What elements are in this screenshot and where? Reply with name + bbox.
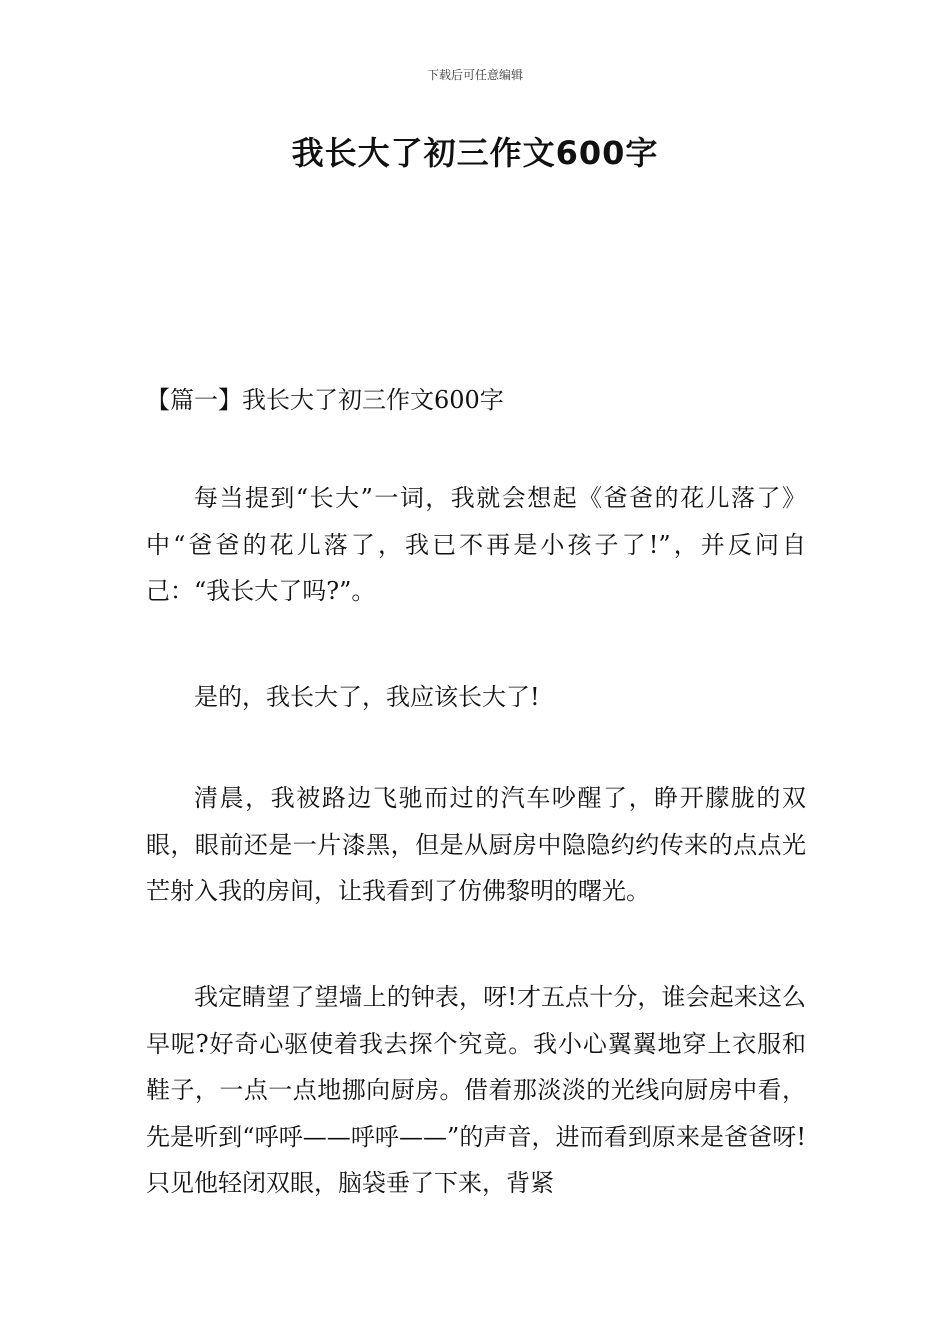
page-header-note: 下载后可任意编辑 (426, 68, 523, 82)
document-title: 我长大了初三作文600字 (291, 134, 659, 172)
paragraph-3: 清晨，我被路边飞驰而过的汽车吵醒了，睁开朦胧的双眼，眼前还是一片漆黑，但是从厨房中隐隐约约传来的点点光芒射入我的房间，让我看到了仿佛黎明的曙光。 (146, 784, 806, 905)
paragraph-1: 每当提到“长大”一词，我就会想起《爸爸的花儿落了》中“爸爸的花儿落了，我已不再是小孩子了!”，并反问自己：“我长大了吗?”。 (146, 484, 806, 605)
paragraph-2: 是的，我长大了，我应该长大了! (194, 683, 540, 711)
paragraph-4: 我定睛望了望墙上的钟表，呀!才五点十分，谁会起来这么早呢?好奇心驱使着我去探个究竟。我小心翼翼地穿上衣服和鞋子，一点一点地挪向厨房。借着那淡淡的光线向厨房中看，先是听到“呼呼——呼呼——”的声音，进而看到原来是爸爸呀!只见他轻闭双眼，脑袋垂了下来，背紧 (146, 983, 806, 1197)
section-heading: 【篇一】我长大了初三作文600字 (146, 386, 504, 414)
